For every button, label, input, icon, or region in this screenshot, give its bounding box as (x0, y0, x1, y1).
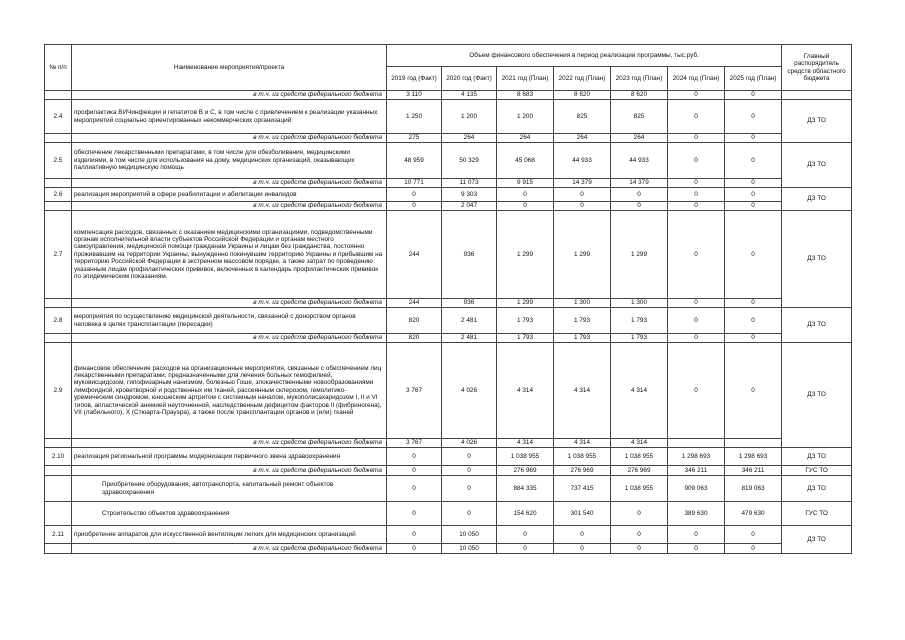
funding-value: 0 (611, 544, 668, 554)
funding-value: 1 299 (497, 299, 554, 308)
table-row (45, 188, 852, 202)
row-number: 2.5 (45, 143, 72, 179)
header-year: 2023 год (План) (611, 67, 668, 91)
funding-value: 1 300 (611, 299, 668, 308)
funding-value: 276 969 (611, 466, 668, 476)
row-number (45, 502, 72, 526)
funding-value: 3 110 (387, 91, 442, 100)
budget-manager: ДЗ ТО (782, 308, 852, 343)
header-year: 2021 год (План) (497, 67, 554, 91)
funding-value: 1 038 955 (497, 448, 554, 466)
funding-value: 301 540 (554, 502, 611, 526)
funding-value: 4 314 (554, 439, 611, 448)
funding-value (725, 439, 782, 448)
funding-value: 0 (554, 526, 611, 544)
activity-name: в т.ч. из средств федерального бюджета (72, 179, 387, 188)
row-number (45, 299, 72, 308)
funding-value: 0 (725, 179, 782, 188)
table-row (45, 526, 852, 544)
funding-value: 0 (497, 188, 554, 202)
funding-value: 0 (442, 466, 497, 476)
funding-value: 1 038 955 (611, 448, 668, 466)
funding-value: 3 767 (387, 439, 442, 448)
funding-value: 0 (668, 202, 725, 211)
header-year: 2020 год (Факт) (442, 67, 497, 91)
budget-manager: ДЗ ТО (782, 448, 852, 466)
funding-value: 1 793 (497, 334, 554, 343)
funding-value: 479 630 (725, 502, 782, 526)
budget-manager: ДЗ ТО (782, 343, 852, 448)
funding-value: 0 (668, 188, 725, 202)
funding-value: 0 (611, 202, 668, 211)
funding-value: 0 (725, 100, 782, 134)
funding-value: 0 (387, 202, 442, 211)
budget-manager: ДЗ ТО (782, 476, 852, 502)
funding-value: 10 050 (442, 544, 497, 554)
activity-name: в т.ч. из средств федерального бюджета (72, 466, 387, 476)
budget-manager (782, 91, 852, 100)
funding-value: 0 (725, 211, 782, 299)
funding-value: 264 (442, 134, 497, 143)
activity-name: компенсация расходов, связанных с оказанием медицинскими организациями, подведомственными органам исполнительной власти субъектов Российской Федерации и органам местного самоуправления, медицинской помощи гражданам Украины и лицам без гражданства, постоянно проживавшим на территории Украины, вынужденно покинувшим территорию Украины и прибывшим на территорию Российской Федерации в экстренном массовом порядке, а также затрат по проведению указанным лицам профилактических прививок, включенных в календарь профилактических прививок по эпидемическим показаниям. (72, 211, 387, 299)
funding-value: 3 767 (387, 343, 442, 439)
table-row (45, 100, 852, 134)
row-number (45, 466, 72, 476)
table-row (45, 134, 852, 143)
activity-name: в т.ч. из средств федерального бюджета (72, 439, 387, 448)
row-number (45, 544, 72, 554)
funding-value: 884 335 (497, 476, 554, 502)
funding-value: 1 300 (554, 299, 611, 308)
funding-value: 0 (554, 202, 611, 211)
budget-manager: ДЗ ТО (782, 100, 852, 143)
funding-value: 346 211 (725, 466, 782, 476)
funding-value: 936 (442, 211, 497, 299)
funding-value: 0 (725, 334, 782, 343)
activity-name: приобретение аппаратов для искусственной вентиляции легких для медицинских организаций (72, 526, 387, 544)
funding-value: 48 959 (387, 143, 442, 179)
funding-value: 1 298 693 (668, 448, 725, 466)
funding-value: 0 (725, 544, 782, 554)
funding-value: 264 (611, 134, 668, 143)
funding-value: 8 620 (611, 91, 668, 100)
funding-value: 154 620 (497, 502, 554, 526)
funding-value: 909 063 (668, 476, 725, 502)
table-row (45, 343, 852, 439)
funding-value: 1 793 (554, 308, 611, 334)
funding-value: 8 683 (497, 91, 554, 100)
budget-manager: ДЗ ТО (782, 211, 852, 308)
table-row (45, 202, 852, 211)
row-number (45, 476, 72, 502)
table-row (45, 476, 852, 502)
table-row (45, 308, 852, 334)
row-number: 2.9 (45, 343, 72, 439)
activity-name: в т.ч. из средств федерального бюджета (72, 91, 387, 100)
funding-value: 389 630 (668, 502, 725, 526)
header-funding: Объем финансового обеспечения в период реализации программы, тыс.руб. (387, 45, 782, 67)
funding-value: 0 (611, 526, 668, 544)
funding-value: 0 (668, 100, 725, 134)
funding-value: 244 (387, 299, 442, 308)
funding-value: 1 200 (497, 100, 554, 134)
activity-name: реализация региональной программы модернизации первичного звена здравоохранения (72, 448, 387, 466)
funding-value: 0 (668, 526, 725, 544)
header-manager: Главный распорядитель средств областного бюджета (782, 45, 852, 91)
activity-name: Приобретение оборудования, автотранспорта, капитальный ремонт объектов здравоохранения (72, 476, 387, 502)
funding-value: 0 (611, 502, 668, 526)
funding-value: 275 (387, 134, 442, 143)
funding-value: 4 026 (442, 343, 497, 439)
header-name: Наименование мероприятия/проекта (72, 45, 387, 91)
funding-value: 4 314 (554, 343, 611, 439)
table-row (45, 143, 852, 179)
funding-value: 264 (497, 134, 554, 143)
row-number (45, 439, 72, 448)
funding-value: 1 793 (554, 334, 611, 343)
funding-value: 0 (668, 91, 725, 100)
budget-manager: ДЗ ТО (782, 143, 852, 188)
row-number: 2.10 (45, 448, 72, 466)
funding-value: 1 250 (387, 100, 442, 134)
row-number (45, 202, 72, 211)
funding-value: 825 (611, 100, 668, 134)
budget-manager: ДЗ ТО (782, 526, 852, 554)
row-number (45, 334, 72, 343)
funding-value: 0 (387, 188, 442, 202)
funding-value: 0 (387, 502, 442, 526)
activity-name: мероприятия по осуществлению медицинской деятельности, связанной с донорством органов человека в целях трансплантации (пересадки) (72, 308, 387, 334)
funding-value: 276 969 (497, 466, 554, 476)
funding-value: 44 933 (554, 143, 611, 179)
funding-value: 0 (725, 299, 782, 308)
funding-value: 1 038 955 (554, 448, 611, 466)
funding-value: 2 481 (442, 334, 497, 343)
row-number: 2.6 (45, 188, 72, 202)
header-num: № п/п (45, 45, 72, 91)
funding-value: 820 (387, 334, 442, 343)
funding-value: 4 314 (611, 343, 668, 439)
funding-value: 10 771 (387, 179, 442, 188)
activity-name: в т.ч. из средств федерального бюджета (72, 299, 387, 308)
activity-name: обеспечение лекарственными препаратами, в том числе для обезболивания, медицинскими изделиями, в том числе для использования на дому, медицинских организаций, оказывающих паллиативную медицинскую помощь (72, 143, 387, 179)
activity-name: в т.ч. из средств федерального бюджета (72, 334, 387, 343)
funding-value: 0 (387, 448, 442, 466)
funding-value: 1 793 (611, 334, 668, 343)
funding-value: 819 063 (725, 476, 782, 502)
funding-value: 1 298 693 (725, 448, 782, 466)
funding-value: 0 (611, 188, 668, 202)
funding-value: 737 415 (554, 476, 611, 502)
funding-value: 4 314 (497, 439, 554, 448)
funding-value: 264 (554, 134, 611, 143)
table-row (45, 299, 852, 308)
activity-name: в т.ч. из средств федерального бюджета (72, 544, 387, 554)
funding-value: 50 329 (442, 143, 497, 179)
funding-value: 9 915 (497, 179, 554, 188)
funding-value: 1 299 (554, 211, 611, 299)
funding-value: 14 379 (554, 179, 611, 188)
activity-name: в т.ч. из средств федерального бюджета (72, 134, 387, 143)
table-row (45, 544, 852, 554)
funding-value: 0 (668, 343, 725, 439)
funding-value: 0 (497, 544, 554, 554)
table-row (45, 466, 852, 476)
funding-value: 4 314 (497, 343, 554, 439)
funding-value: 4 314 (611, 439, 668, 448)
funding-value: 0 (442, 448, 497, 466)
table-row (45, 211, 852, 299)
funding-value: 0 (554, 188, 611, 202)
funding-value: 0 (725, 308, 782, 334)
row-number: 2.11 (45, 526, 72, 544)
table-row (45, 91, 852, 100)
funding-value: 14 379 (611, 179, 668, 188)
header-year: 2024 год (План) (668, 67, 725, 91)
funding-value: 0 (442, 502, 497, 526)
funding-value: 2 481 (442, 308, 497, 334)
funding-value: 936 (442, 299, 497, 308)
funding-value: 0 (387, 526, 442, 544)
budget-manager: ГУС ТО (782, 502, 852, 526)
funding-value: 1 299 (611, 211, 668, 299)
funding-value: 0 (442, 476, 497, 502)
funding-value: 820 (387, 308, 442, 334)
funding-value: 346 211 (668, 466, 725, 476)
activity-name: реализация мероприятий в сфере реабилитации и абилитации инвалидов (72, 188, 387, 202)
funding-value: 0 (668, 179, 725, 188)
funding-value: 0 (725, 343, 782, 439)
funding-value: 0 (387, 476, 442, 502)
funding-value: 1 793 (497, 308, 554, 334)
row-number (45, 91, 72, 100)
funding-value: 276 969 (554, 466, 611, 476)
funding-value: 0 (668, 211, 725, 299)
row-number (45, 179, 72, 188)
row-number: 2.7 (45, 211, 72, 299)
funding-value: 0 (668, 334, 725, 343)
funding-value: 2 047 (442, 202, 497, 211)
funding-value: 4 026 (442, 439, 497, 448)
funding-value: 0 (725, 202, 782, 211)
activity-name: профилактика ВИЧинфекции и гепатитов В и С, в том числе с привлечением к реализации указанных мероприятий социально ориентированных некоммерческих организаций (72, 100, 387, 134)
budget-manager: ДЗ ТО (782, 188, 852, 211)
funding-value: 1 200 (442, 100, 497, 134)
funding-value: 11 073 (442, 179, 497, 188)
funding-table (44, 44, 852, 554)
funding-value: 0 (725, 134, 782, 143)
activity-name: финансовое обеспечение расходов на организационные мероприятия, связанные с обеспечением лиц лекарственными препаратами, предназначенными для лечения больных гемофилией, муковисцидозом, гипофизарным нанизмом, болезнью Гоше, злокачественными новообразованиями лимфоидной, кроветворной и родственных им тканей, рассеянным склерозом, гемолитико-уремическим синдромом, юношеским артритом с системным началом, мукополисахаридозом I, II и VI типов, апластической анемией неуточненной, наследственным дефицитом факторов II (фибриногена), VII (лабильного), X (Стюарта-Прауэра), а также после трансплантации органов и (или) тканей (72, 343, 387, 439)
table-row (45, 502, 852, 526)
funding-value: 0 (668, 299, 725, 308)
row-number: 2.8 (45, 308, 72, 334)
funding-value: 4 135 (442, 91, 497, 100)
funding-value: 8 620 (554, 91, 611, 100)
funding-value: 0 (725, 143, 782, 179)
funding-value: 44 933 (611, 143, 668, 179)
header-year: 2022 год (План) (554, 67, 611, 91)
funding-value: 0 (725, 91, 782, 100)
funding-value: 0 (497, 202, 554, 211)
funding-value: 10 050 (442, 526, 497, 544)
table-row (45, 439, 852, 448)
funding-value: 0 (387, 466, 442, 476)
funding-value: 0 (497, 526, 554, 544)
funding-value: 1 793 (611, 308, 668, 334)
funding-value: 45 068 (497, 143, 554, 179)
table-row (45, 179, 852, 188)
funding-value: 0 (725, 188, 782, 202)
header-year: 2025 год (План) (725, 67, 782, 91)
funding-value (668, 439, 725, 448)
funding-value: 0 (387, 544, 442, 554)
funding-value: 1 299 (497, 211, 554, 299)
header-year: 2019 год (Факт) (387, 67, 442, 91)
activity-name: Строительство объектов здравоохранения (72, 502, 387, 526)
funding-value: 244 (387, 211, 442, 299)
funding-value: 0 (668, 308, 725, 334)
row-number: 2.4 (45, 100, 72, 134)
row-number (45, 134, 72, 143)
funding-value: 9 303 (442, 188, 497, 202)
funding-value: 0 (668, 143, 725, 179)
funding-value: 0 (668, 544, 725, 554)
budget-manager: ГУС ТО (782, 466, 852, 476)
funding-value: 0 (725, 526, 782, 544)
funding-value: 825 (554, 100, 611, 134)
activity-name: в т.ч. из средств федерального бюджета (72, 202, 387, 211)
funding-value: 0 (668, 134, 725, 143)
table-row (45, 448, 852, 466)
funding-value: 0 (554, 544, 611, 554)
table-row (45, 334, 852, 343)
funding-value: 1 038 955 (611, 476, 668, 502)
